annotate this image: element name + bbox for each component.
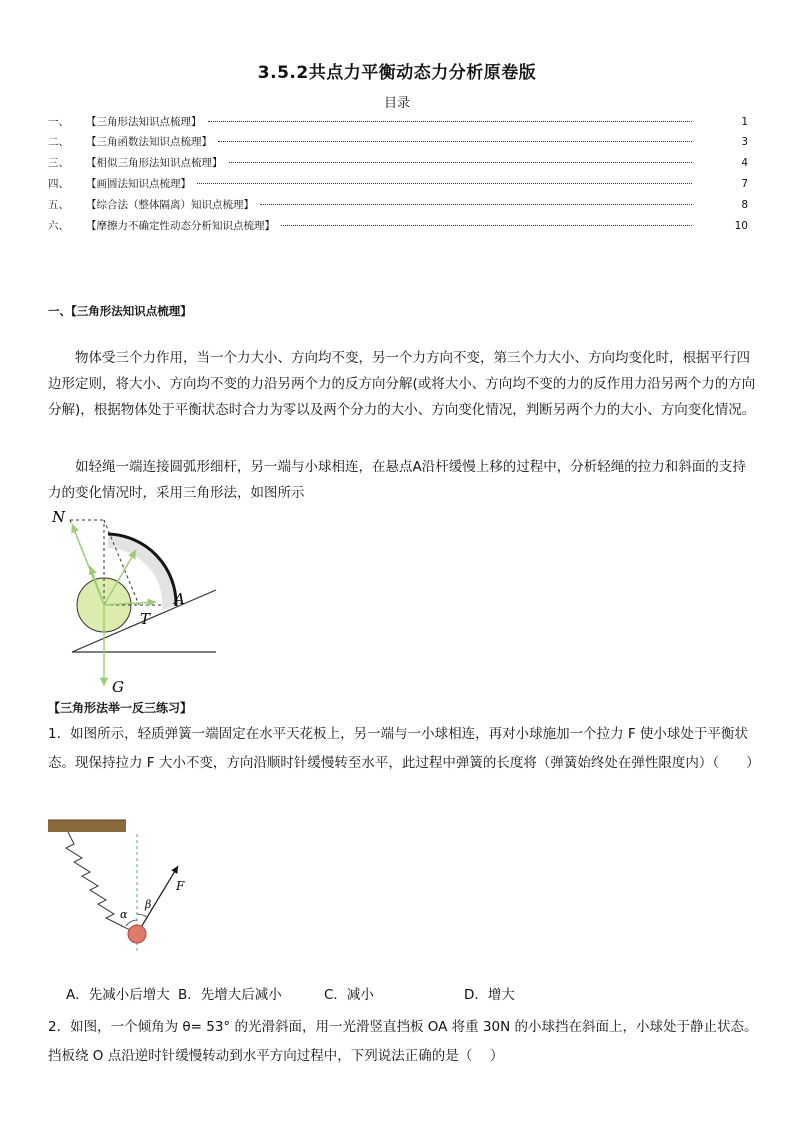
beta-arc <box>137 914 147 917</box>
spring-figure <box>46 814 206 954</box>
toc-text: 【三角函数法知识点梳理】 <box>86 136 212 148</box>
toc-text: 【相似三角形法知识点梳理】 <box>86 157 223 169</box>
force-F-arrow <box>137 866 178 934</box>
toc-leader <box>208 121 693 122</box>
toc-page: 7 <box>741 178 748 190</box>
toc-item[interactable] <box>48 155 748 173</box>
label-G: G <box>112 678 124 696</box>
label-F: F <box>176 879 185 893</box>
toc-num: 一、 <box>48 116 69 128</box>
toc-page: 4 <box>741 157 748 169</box>
toc-page: 3 <box>741 136 748 148</box>
toc-leader <box>197 183 692 184</box>
option-a[interactable]: A．先减小后增大 <box>66 987 170 1003</box>
label-alpha: α <box>120 908 128 921</box>
toc-page: 8 <box>741 199 748 211</box>
toc-text: 【三角形法知识点梳理】 <box>86 116 202 128</box>
label-T: T <box>140 610 151 628</box>
toc-num: 三、 <box>48 157 69 169</box>
toc-leader <box>260 204 692 205</box>
ball <box>128 925 146 943</box>
option-c[interactable]: C．减小 <box>324 987 374 1003</box>
toc-num: 五、 <box>48 199 69 211</box>
label-beta: β <box>145 898 152 911</box>
page-title: 3.5.2共点力平衡动态力分析原卷版 <box>257 63 537 83</box>
toc-item[interactable] <box>48 197 748 215</box>
practice-heading: 【三角形法举一反三练习】 <box>48 701 193 715</box>
ceiling <box>48 820 126 832</box>
toc-item[interactable] <box>48 218 748 236</box>
option-d[interactable]: D．增大 <box>464 987 515 1003</box>
toc-text: 【画圆法知识点梳理】 <box>86 178 191 190</box>
answer-options <box>66 983 686 1007</box>
toc-leader <box>218 141 692 142</box>
option-b[interactable]: B．先增大后减小 <box>178 987 282 1003</box>
toc-num: 六、 <box>48 220 69 232</box>
toc-item[interactable] <box>48 114 748 132</box>
toc-num: 二、 <box>48 136 69 148</box>
toc-item[interactable] <box>48 134 748 152</box>
force-triangle-figure <box>44 508 224 698</box>
toc-item[interactable] <box>48 176 748 194</box>
toc-page: 10 <box>734 220 748 232</box>
paragraph-intro: 物体受三个力作用，当一个力大小、方向均不变，另一个力方向不变，第三个力大小、方向均变化时，根据平行四边形定则，将大小、方向均不变的力沿另两个力的反方向分解(或将大小、方向均不变的力的反作用力沿另两个力的方向分解)，根据物体处于平衡状态时合力为零以及两个分力的大小、方向变化情况，判断另两个力的大小、方向变化情况。 <box>48 350 756 418</box>
toc-leader <box>281 225 692 226</box>
paragraph-example: 如轻绳一端连接圆弧形细杆，另一端与小球相连，在悬点A沿杆缓慢上移的过程中，分析轻绳的拉力和斜面的支持力的变化情况时，采用三角形法，如图所示 <box>48 459 746 501</box>
section-heading: 一、【三角形法知识点梳理】 <box>48 304 192 318</box>
toc-page: 1 <box>741 116 748 128</box>
toc-text: 【摩擦力不确定性动态分析知识点梳理】 <box>86 220 275 232</box>
question-1: 1．如图所示，轻质弹簧一端固定在水平天花板上，另一端与一小球相连，再对小球施加一个拉力 F 使小球处于平衡状态。现保持拉力 F 大小不变，方向沿顺时针缓慢转至水平，此过程中弹簧的长度将（弹簧始终处在弹性限度内）（ ） <box>48 726 760 771</box>
label-N: N <box>52 508 66 526</box>
toc-text: 【综合法（整体隔离）知识点梳理】 <box>86 199 254 211</box>
toc-leader <box>229 162 693 163</box>
label-A: A <box>174 590 185 608</box>
toc-num: 四、 <box>48 178 69 190</box>
toc-heading: 目录 <box>383 96 410 111</box>
question-2: 2．如图，一个倾角为 θ= 53° 的光滑斜面，用一光滑竖直挡板 OA 将重 30N 的小球挡在斜面上，小球处于静止状态。挡板绕 O 点沿逆时针缓慢转动到水平方向过程中，下列说法正确的是（ ） <box>48 1019 758 1064</box>
